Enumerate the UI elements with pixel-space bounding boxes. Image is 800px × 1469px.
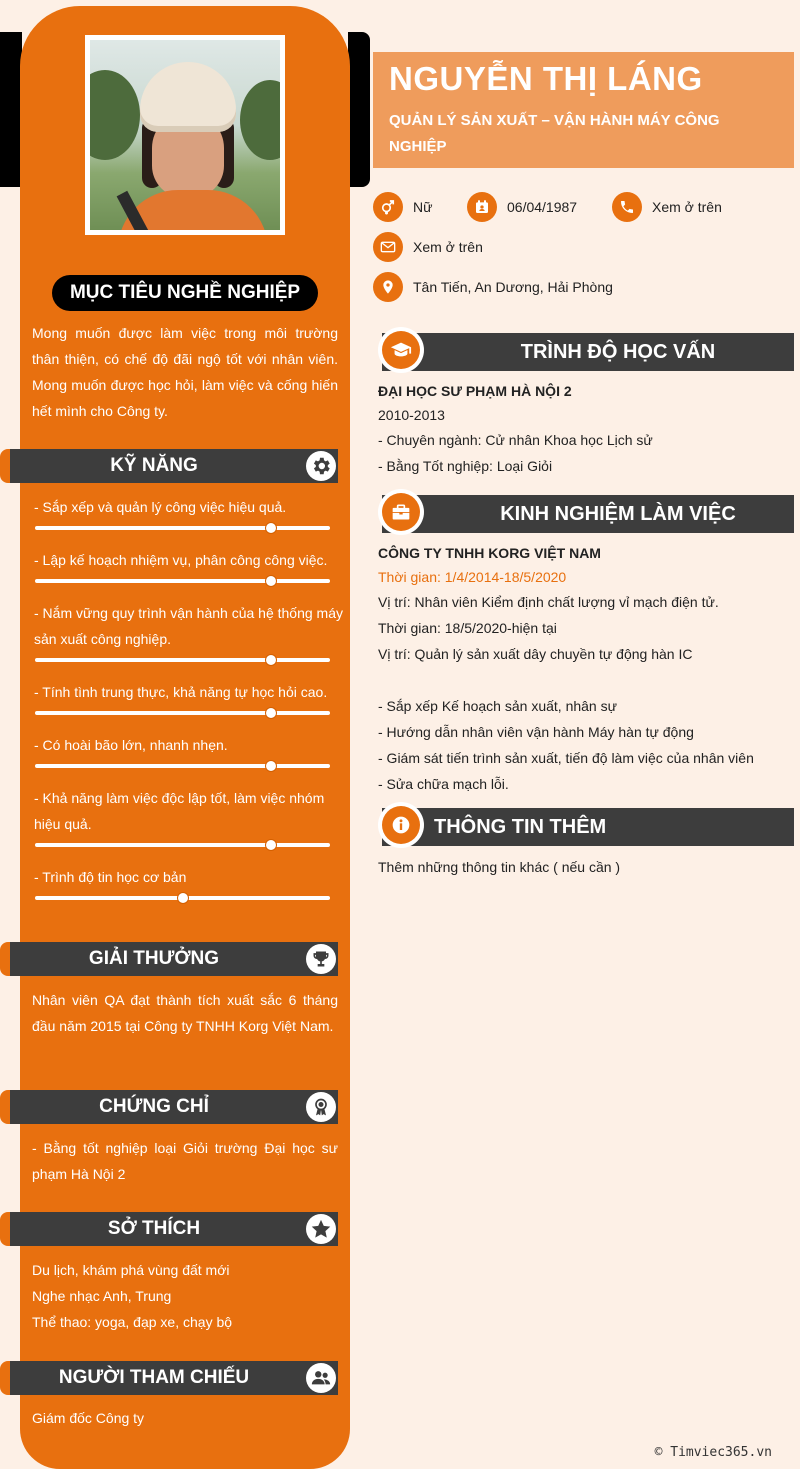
skill-level-knob: [266, 761, 276, 771]
skill-label: - Sắp xếp và quản lý công việc hiệu quả.: [34, 499, 287, 515]
experience-duty: - Giám sát tiến trình sản xuất, tiến độ làm việc của nhân viên: [378, 750, 754, 766]
skill-level-knob: [266, 840, 276, 850]
address-value: Tân Tiến, An Dương, Hải Phòng: [413, 279, 613, 295]
awards-header: [10, 942, 338, 976]
skills-header: [10, 449, 338, 483]
footer-credit: © Timviec365.vn: [654, 1445, 772, 1460]
certificates-title: CHỨNG CHỈ: [99, 1096, 209, 1117]
info-icon: [378, 802, 424, 848]
skill-level-knob: [266, 523, 276, 533]
email-icon: [373, 232, 403, 262]
profile-photo: [90, 40, 280, 230]
hobbies-title: SỞ THÍCH: [107, 1218, 201, 1239]
certificates-header: [10, 1090, 338, 1124]
skill-label: - Tính tình trung thực, khả năng tự học hỏi cao.: [34, 684, 328, 700]
avatar: [85, 35, 285, 235]
skill-label: - Lập kế hoạch nhiệm vụ, phân công công việc.: [34, 552, 328, 568]
education-title: TRÌNH ĐỘ HỌC VẤN: [520, 341, 716, 363]
certificates-text: - Bằng tốt nghiệp loại Giỏi trường Đại học sư phạm Hà Nội 2: [32, 1140, 338, 1182]
experience-title: KINH NGHIỆM LÀM VIỆC: [500, 503, 736, 525]
experience-position-1: Vị trí: Nhân viên Kiểm định chất lượng vỉ mạch điện tử.: [378, 594, 719, 610]
people-icon: [306, 1363, 336, 1393]
skill-label: - Trình độ tin học cơ bản: [34, 869, 187, 885]
sidebar: [20, 6, 350, 1469]
awards-title: GIẢI THƯỞNG: [88, 948, 220, 969]
gender-icon: [373, 192, 403, 222]
phone-icon: [612, 192, 642, 222]
skill-level-knob: [266, 576, 276, 586]
hobby-item: Thể thao: yoga, đạp xe, chạy bộ: [32, 1314, 233, 1330]
skill-bar: [35, 658, 330, 662]
skill-bar: [35, 526, 330, 530]
extra-title: THÔNG TIN THÊM: [434, 816, 607, 838]
education-school: ĐẠI HỌC SƯ PHẠM HÀ NỘI 2: [378, 383, 572, 399]
experience-period-2: Thời gian: 18/5/2020-hiện tại: [378, 620, 557, 636]
education-header: [382, 333, 794, 371]
skill-label: - Nắm vững quy trình vận hành của hệ thống máy sản xuất công nghiệp.: [34, 605, 343, 647]
hobby-item: Nghe nhạc Anh, Trung: [32, 1288, 172, 1304]
experience-duty: - Hướng dẫn nhân viên vận hành Máy hàn tự động: [378, 724, 694, 740]
gear-icon: [306, 451, 336, 481]
skill-level-knob: [266, 708, 276, 718]
education-years: 2010-2013: [378, 407, 445, 423]
hobby-item: Du lịch, khám phá vùng đất mới: [32, 1262, 230, 1278]
extra-text: Thêm những thông tin khác ( nếu cần ): [378, 859, 621, 875]
star-icon: [306, 1214, 336, 1244]
experience-company: CÔNG TY TNHH KORG VIỆT NAM: [378, 545, 601, 561]
references-title: NGƯỜI THAM CHIẾU: [58, 1367, 250, 1388]
decor-bar-left: [0, 32, 22, 187]
gender-value: Nữ: [413, 199, 433, 215]
skill-level-knob: [178, 893, 188, 903]
email-value: Xem ở trên: [413, 239, 483, 255]
phone-value: Xem ở trên: [652, 199, 722, 215]
skill-bar: [35, 579, 330, 583]
medal-icon: [306, 1092, 336, 1122]
birthday-value: 06/04/1987: [507, 199, 578, 215]
references-text: Giám đốc Công ty: [32, 1410, 145, 1426]
objective-text: Mong muốn được làm việc trong môi trường thân thiện, có chế độ đãi ngộ tốt với nhân viên. Mong muốn được học hỏi, làm việc và cống hiến hết mình cho Công ty.: [32, 325, 338, 419]
skill-bar: [35, 896, 330, 900]
skills-title: KỸ NĂNG: [110, 455, 198, 476]
location-icon: [373, 272, 403, 302]
calendar-icon: [467, 192, 497, 222]
references-header: [10, 1361, 338, 1395]
trophy-icon: [306, 944, 336, 974]
extra-header: [382, 808, 794, 846]
experience-duty: - Sắp xếp Kế hoạch sản xuất, nhân sự: [378, 698, 617, 714]
candidate-name: NGUYỄN THỊ LÁNG: [389, 60, 703, 97]
skill-bar: [35, 843, 330, 847]
candidate-role: QUẢN LÝ SẢN XUẤT – VẬN HÀNH MÁY CÔNG NGHIỆP: [389, 112, 720, 155]
education-degree: - Bằng Tốt nghiệp: Loại Giỏi: [378, 458, 553, 474]
decor-bar-right: [348, 32, 370, 187]
briefcase-icon: [378, 489, 424, 535]
objective-title: MỤC TIÊU NGHỀ NGHIỆP: [52, 275, 318, 311]
skill-label: - Có hoài bão lớn, nhanh nhẹn.: [34, 737, 228, 753]
education-major: - Chuyên ngành: Cử nhân Khoa học Lịch sử: [378, 432, 653, 448]
skill-level-knob: [266, 655, 276, 665]
experience-header: [382, 495, 794, 533]
hobbies-header: [10, 1212, 338, 1246]
skill-bar: [35, 711, 330, 715]
name-banner: [373, 52, 794, 168]
awards-text: Nhân viên QA đạt thành tích xuất sắc 6 tháng đầu năm 2015 tại Công ty TNHH Korg Việt Nam.: [32, 992, 338, 1034]
graduation-cap-icon: [378, 327, 424, 373]
skill-bar: [35, 764, 330, 768]
experience-period-1: Thời gian: 1/4/2014-18/5/2020: [378, 569, 567, 585]
experience-position-2: Vị trí: Quản lý sản xuất dây chuyền tự động hàn IC: [378, 646, 693, 662]
skill-label: - Khả năng làm việc độc lập tốt, làm việc nhóm hiệu quả.: [34, 790, 325, 832]
experience-duty: - Sửa chữa mạch lỗi.: [378, 776, 509, 792]
